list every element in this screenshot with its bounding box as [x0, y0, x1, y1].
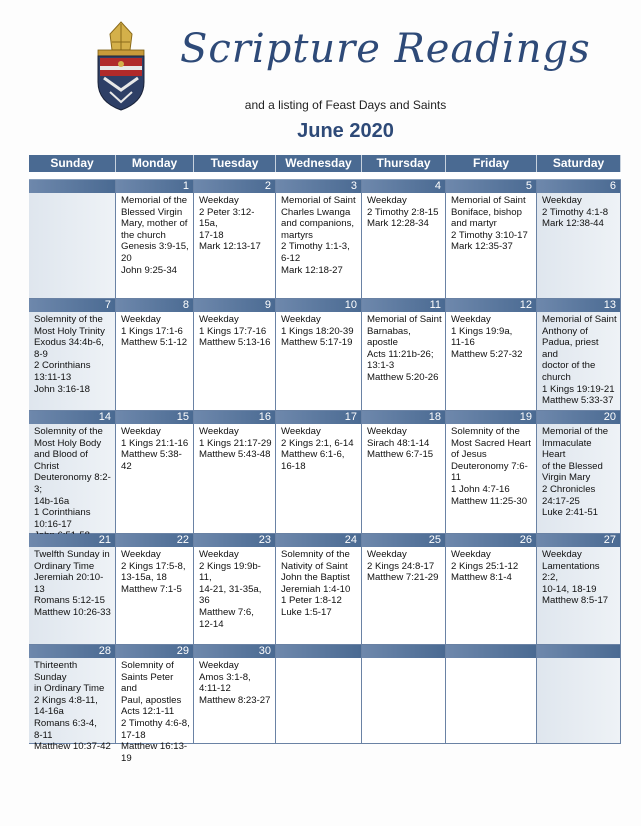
calendar-grid — [29, 155, 621, 764]
day-readings: Twelfth Sunday in Ordinary Time Jeremiah 20:10-13 Romans 5:12-15 Matthew 10:26-33 — [34, 549, 111, 618]
day-number-bar — [194, 299, 275, 312]
day-number-bar — [446, 180, 536, 193]
day-readings: Solemnity of the Most Holy Trinity Exodus 34:4b-6, 8-9 2 Corinthians 13:11-13 John 3:16-18 — [34, 314, 105, 395]
day-number: 30 — [258, 645, 271, 657]
day-number: 25 — [428, 534, 441, 546]
page-subtitle: and a listing of Feast Days and Saints — [244, 98, 447, 112]
day-number: 3 — [350, 180, 357, 192]
day-readings: Weekday 2 Kings 17:5-8, 13-15a, 18 Matthew 7:1-5 — [121, 549, 186, 595]
day-cell — [276, 534, 362, 645]
day-number-bar — [29, 180, 115, 193]
day-number: 5 — [525, 180, 532, 192]
day-cell — [116, 299, 194, 411]
day-number-bar — [116, 299, 193, 312]
day-readings: Weekday 1 Kings 17:1-6 Matthew 5:1-12 — [121, 314, 188, 349]
day-readings: Weekday 2 Peter 3:12-15a, 17-18 Mark 12:13-17 — [199, 195, 261, 253]
day-number: 6 — [609, 180, 616, 192]
day-number-bar — [276, 180, 361, 193]
day-number: 13 — [603, 299, 616, 311]
day-number: 7 — [104, 299, 111, 311]
day-cell — [194, 411, 276, 534]
day-number: 15 — [176, 411, 189, 423]
day-number: 18 — [428, 411, 441, 423]
day-number: 22 — [176, 534, 189, 546]
day-cell — [276, 411, 362, 534]
day-number: 14 — [98, 411, 111, 423]
month-title: June 2020 — [297, 120, 394, 142]
day-readings: Weekday 2 Timothy 4:1-8 Mark 12:38-44 — [542, 195, 609, 230]
day-readings: Memorial of Saint Charles Lwanga and companions, martyrs 2 Timothy 1:1-3, 6-12 Mark 12:18-27 — [281, 195, 356, 276]
day-cell — [362, 645, 446, 744]
day-cell — [362, 534, 446, 645]
weekday-header-tuesday: Tuesday — [194, 155, 276, 172]
day-cell — [537, 411, 621, 534]
day-cell — [116, 180, 194, 299]
header-spacer — [29, 172, 621, 180]
day-cell — [29, 534, 116, 645]
day-cell — [362, 180, 446, 299]
day-readings: Weekday 1 Kings 21:1-16 Matthew 5:38-42 — [121, 426, 189, 472]
day-number-bar — [537, 645, 620, 658]
day-cell — [537, 534, 621, 645]
day-readings: Weekday 2 Kings 2:1, 6-14 Matthew 6:1-6, 16-18 — [281, 426, 354, 472]
page-title: Scripture Readings — [180, 26, 591, 72]
day-number: 16 — [258, 411, 271, 423]
day-readings: Solemnity of Saints Peter and Paul, apostles Acts 12:1-11 2 Timothy 4:6-8, 17-18 Matthew 16:13-19 — [121, 660, 190, 764]
day-readings: Memorial of Saint Boniface, bishop and martyr 2 Timothy 3:10-17 Mark 12:35-37 — [451, 195, 528, 253]
day-cell — [276, 180, 362, 299]
day-readings: Solemnity of the Most Holy Body and Blood of Christ Deuteronomy 8:2-3; 14b-16a 1 Corinthians 10:16-17 — [34, 426, 111, 530]
day-cell — [446, 180, 537, 299]
day-readings: Weekday Sirach 48:1-14 Matthew 6:7-15 — [367, 426, 434, 461]
day-number: 1 — [182, 180, 189, 192]
day-cell — [537, 299, 621, 411]
day-number: 27 — [603, 534, 616, 546]
day-number-bar — [362, 645, 445, 658]
day-cell — [116, 645, 194, 764]
day-readings: Solemnity of the Nativity of Saint John the Baptist Jeremiah 1:4-10 1 Peter 1:8-12 Luke 1:5-17 — [281, 549, 351, 618]
day-cell — [194, 534, 276, 645]
weekday-header-monday: Monday — [116, 155, 194, 172]
day-readings: Memorial of the Blessed Virgin Mary, mother of the church Genesis 3:9-15, 20 John 9:25-34 — [121, 195, 189, 276]
day-number-bar — [276, 645, 361, 658]
day-number: 26 — [519, 534, 532, 546]
day-readings: Weekday 1 Kings 21:17-29 Matthew 5:43-48 — [199, 426, 272, 461]
day-cell — [446, 299, 537, 411]
day-readings: Memorial of Saint Barnabas, apostle Acts 11:21b-26; 13:1-3 Matthew 5:20-26 — [367, 314, 442, 383]
day-number-bar — [446, 645, 536, 658]
day-number: 24 — [344, 534, 357, 546]
day-number: 2 — [264, 180, 271, 192]
day-number-bar — [537, 180, 620, 193]
day-readings: Weekday 1 Kings 18:20-39 Matthew 5:17-19 — [281, 314, 354, 349]
day-number-bar — [29, 299, 115, 312]
day-readings: Weekday 2 Timothy 2:8-15 Mark 12:28-34 — [367, 195, 439, 230]
day-number: 10 — [344, 299, 357, 311]
day-cell — [362, 411, 446, 534]
day-cell — [276, 645, 362, 744]
day-number: 4 — [434, 180, 441, 192]
weekday-header-saturday: Saturday — [537, 155, 621, 172]
weekday-header-friday: Friday — [446, 155, 537, 172]
day-readings: Memorial of the Immaculate Heart of the Blessed Virgin Mary 2 Chronicles 24:17-25 Luke 2:41-51 — [542, 426, 609, 519]
day-number: 9 — [264, 299, 271, 311]
day-cell — [446, 411, 537, 534]
day-cell — [194, 180, 276, 299]
day-cell — [446, 645, 537, 744]
day-readings: Weekday Amos 3:1-8, 4:11-12 Matthew 8:23-27 — [199, 660, 271, 706]
day-cell — [29, 645, 116, 753]
day-number: 20 — [603, 411, 616, 423]
day-cell — [116, 534, 194, 645]
day-cell — [29, 411, 116, 534]
day-number: 23 — [258, 534, 271, 546]
day-cell — [29, 299, 116, 411]
day-cell — [537, 645, 621, 744]
day-number-bar — [116, 180, 193, 193]
day-readings: Weekday 1 Kings 19:9a, 11-16 Matthew 5:27-32 — [451, 314, 523, 360]
day-readings: Weekday 2 Kings 24:8-17 Matthew 7:21-29 — [367, 549, 439, 584]
day-cell — [29, 180, 116, 299]
day-readings: Weekday 1 Kings 17:7-16 Matthew 5:13-16 — [199, 314, 271, 349]
day-cell — [276, 299, 362, 411]
day-number-bar — [194, 180, 275, 193]
day-readings: Weekday 2 Kings 19:9b-11, 14-21, 31-35a, 36 Matthew 7:6, 12-14 — [199, 549, 262, 630]
day-number: 11 — [429, 299, 441, 311]
day-cell — [537, 180, 621, 299]
day-readings: Memorial of Saint Anthony of Padua, priest and doctor of the church 1 Kings 19:19-21 Matthew 5:33-37 — [542, 314, 617, 407]
day-number: 17 — [344, 411, 357, 423]
day-readings: Weekday Lamentations 2:2, 10-14, 18-19 Matthew 8:5-17 — [542, 549, 609, 607]
day-number: 28 — [98, 645, 111, 657]
day-cell — [362, 299, 446, 411]
weekday-header-thursday: Thursday — [362, 155, 446, 172]
day-number: 8 — [182, 299, 189, 311]
day-cell — [194, 299, 276, 411]
day-number: 29 — [176, 645, 189, 657]
weekday-header-sunday: Sunday — [29, 155, 116, 172]
day-number: 19 — [519, 411, 532, 423]
day-number: 21 — [98, 534, 111, 546]
day-cell — [194, 645, 276, 744]
day-number: 12 — [519, 299, 532, 311]
day-cell — [116, 411, 194, 534]
day-readings: Weekday 2 Kings 25:1-12 Matthew 8:1-4 — [451, 549, 519, 584]
day-readings: Solemnity of the Most Sacred Heart of Jesus Deuteronomy 7:6-11 1 John 4:7-16 Matthew 11:25-30 — [451, 426, 531, 507]
day-number-bar — [362, 180, 445, 193]
weekday-header-wednesday: Wednesday — [276, 155, 362, 172]
day-readings: Thirteenth Sunday in Ordinary Time 2 Kings 4:8-11, 14-16a Romans 6:3-4, 8-11 Matthew 10:37-42 — [34, 660, 111, 753]
day-cell — [446, 534, 537, 645]
